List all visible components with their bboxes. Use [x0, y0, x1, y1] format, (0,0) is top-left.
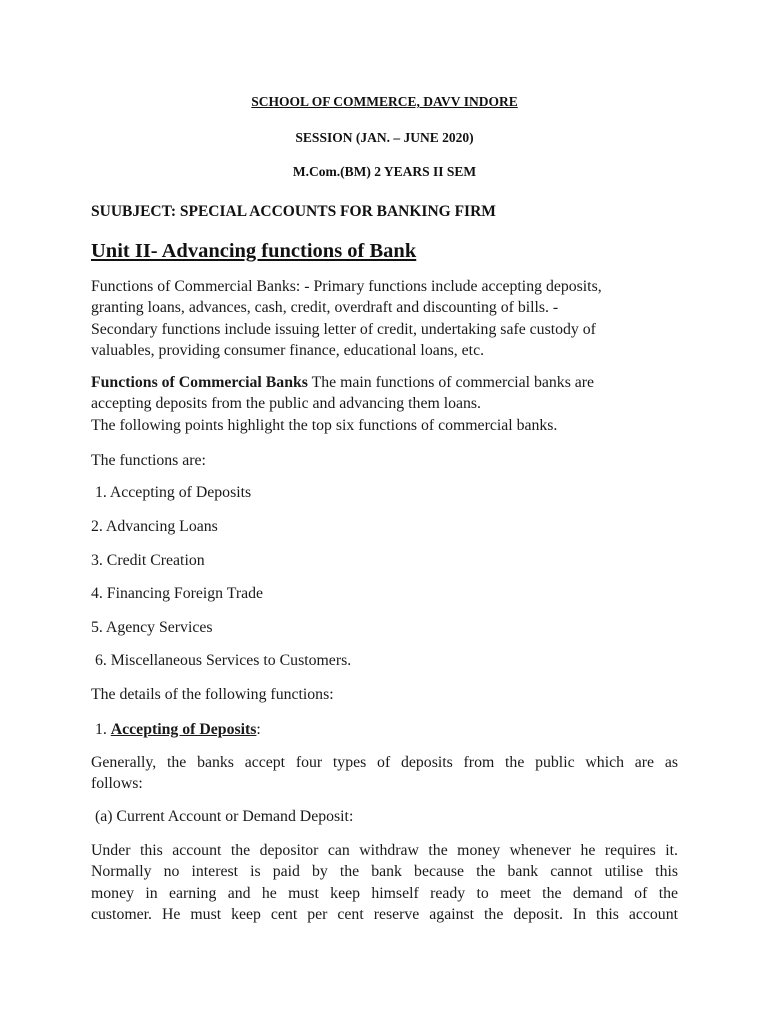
current-account-line: Under this account the depositor can withdraw the money whenever he requires it. — [91, 842, 678, 859]
function-item-5: 5. Agency Services — [91, 619, 213, 636]
section-1-heading — [91, 719, 678, 740]
current-account-line: customer. He must keep cent per cent reserve against the deposit. In this account — [91, 905, 678, 923]
intro-line: Secondary functions include issuing letter of credit, undertaking safe custody of — [91, 320, 596, 338]
unit-title: Unit II- Advancing functions of Bank — [91, 240, 417, 262]
section-1-number: 1. — [91, 721, 111, 738]
intro-line: granting loans, advances, cash, credit, overdraft and discounting of bills. - — [91, 299, 559, 317]
main-functions-text: The main functions of commercial banks are — [307, 374, 595, 391]
intro-paragraph — [91, 276, 678, 361]
function-item-1: 1. Accepting of Deposits — [91, 484, 252, 501]
main-functions-paragraph — [91, 372, 678, 436]
function-item-6: 6. Miscellaneous Services to Customers. — [91, 652, 352, 669]
intro-line: valuables, providing consumer finance, educational loans, etc. — [91, 341, 485, 359]
section-1-title: Accepting of Deposits — [110, 721, 257, 738]
session-header: SESSION (JAN. – JUNE 2020) — [295, 130, 474, 145]
intro-line: Functions of Commercial Banks: - Primary functions include accepting deposits, — [91, 278, 602, 295]
deposits-intro-line: Generally, the banks accept four types of deposits from the public which are as — [91, 754, 678, 771]
main-functions-line: accepting deposits from the public and advancing them loans. — [91, 395, 481, 413]
section-1-suffix: : — [256, 721, 261, 738]
details-intro: The details of the following functions: — [91, 686, 334, 703]
function-item-2: 2. Advancing Loans — [91, 518, 218, 535]
course-header: M.Com.(BM) 2 YEARS II SEM — [292, 164, 477, 179]
current-account-line: Normally no interest is paid by the bank because the bank cannot utilise this — [91, 863, 678, 881]
function-item-4: 4. Financing Foreign Trade — [91, 585, 264, 602]
school-header: SCHOOL OF COMMERCE, DAVV INDORE — [251, 94, 518, 109]
main-functions-line: The following points highlight the top six functions of commercial banks. — [91, 416, 558, 434]
main-functions-lead: Functions of Commercial Banks — [91, 374, 308, 391]
function-item-3: 3. Credit Creation — [91, 552, 205, 569]
functions-intro: The functions are: — [91, 452, 206, 469]
deposits-intro-paragraph — [91, 752, 678, 795]
deposits-intro-line: follows: — [91, 775, 143, 793]
current-account-heading: (a) Current Account or Demand Deposit: — [91, 808, 354, 825]
current-account-line: money in earning and he must keep himself ready to meet the demand of the — [91, 884, 678, 902]
current-account-paragraph — [91, 840, 678, 925]
subject-heading: SUUBJECT: SPECIAL ACCOUNTS FOR BANKING FIRM — [91, 203, 496, 220]
